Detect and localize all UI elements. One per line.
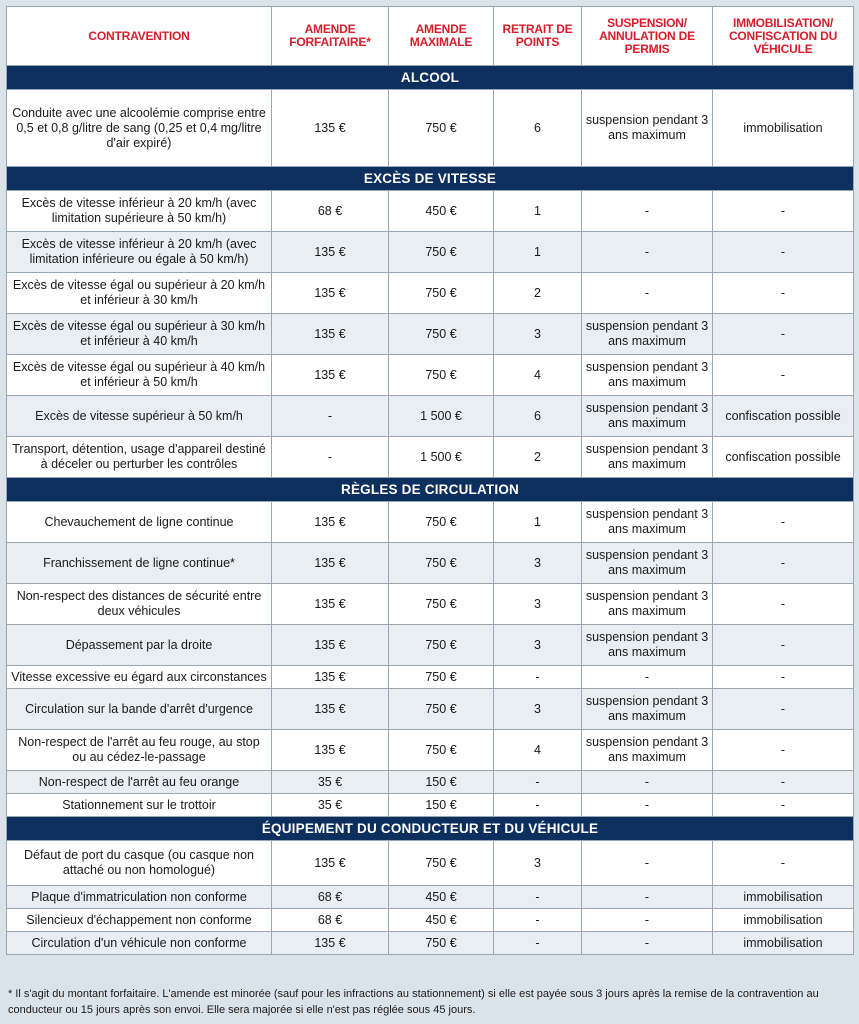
suspension-cell: -: [582, 666, 713, 689]
contravention-cell: Vitesse excessive eu égard aux circonstances: [7, 666, 272, 689]
retrait-points-cell: 6: [494, 90, 582, 167]
retrait-points-cell: -: [494, 666, 582, 689]
table-row: [7, 355, 854, 396]
suspension-cell: suspension pendant 3 ans maximum: [582, 625, 713, 666]
contravention-cell: Excès de vitesse inférieur à 20 km/h (avec limitation supérieure à 50 km/h): [7, 191, 272, 232]
immobilisation-cell: -: [713, 584, 854, 625]
immobilisation-cell: -: [713, 314, 854, 355]
amende-forfaitaire-cell: 135 €: [272, 689, 389, 730]
suspension-cell: -: [582, 232, 713, 273]
amende-maximale-cell: 450 €: [389, 886, 494, 909]
suspension-cell: -: [582, 909, 713, 932]
contravention-cell: Circulation sur la bande d'arrêt d'urgence: [7, 689, 272, 730]
table-header-row: [7, 7, 854, 66]
table-row: [7, 909, 854, 932]
table-row: [7, 841, 854, 886]
table-row: [7, 794, 854, 817]
amende-maximale-cell: 750 €: [389, 314, 494, 355]
amende-maximale-cell: 1 500 €: [389, 437, 494, 478]
retrait-points-cell: 6: [494, 396, 582, 437]
contravention-cell: Franchissement de ligne continue*: [7, 543, 272, 584]
table-row: [7, 666, 854, 689]
suspension-cell: suspension pendant 3 ans maximum: [582, 502, 713, 543]
amende-forfaitaire-cell: 135 €: [272, 502, 389, 543]
amende-forfaitaire-cell: 135 €: [272, 584, 389, 625]
amende-maximale-cell: 750 €: [389, 232, 494, 273]
retrait-points-cell: 3: [494, 689, 582, 730]
suspension-cell: suspension pendant 3 ans maximum: [582, 355, 713, 396]
header-amende-maximale: AMENDE MAXIMALE: [389, 7, 494, 66]
table-row: [7, 730, 854, 771]
contravention-cell: Conduite avec une alcoolémie comprise entre 0,5 et 0,8 g/litre de sang (0,25 et 0,4 mg/litre d'air expiré): [7, 90, 272, 167]
amende-maximale-cell: 750 €: [389, 584, 494, 625]
table-row: [7, 502, 854, 543]
suspension-cell: -: [582, 771, 713, 794]
section-title: ALCOOL: [7, 66, 854, 90]
retrait-points-cell: 4: [494, 355, 582, 396]
retrait-points-cell: 3: [494, 841, 582, 886]
fines-table: [6, 6, 854, 955]
amende-forfaitaire-cell: 135 €: [272, 273, 389, 314]
section-title: EXCÈS DE VITESSE: [7, 167, 854, 191]
amende-maximale-cell: 750 €: [389, 841, 494, 886]
immobilisation-cell: immobilisation: [713, 886, 854, 909]
suspension-cell: suspension pendant 3 ans maximum: [582, 314, 713, 355]
header-contravention: CONTRAVENTION: [7, 7, 272, 66]
amende-forfaitaire-cell: 135 €: [272, 841, 389, 886]
section-title: ÉQUIPEMENT DU CONDUCTEUR ET DU VÉHICULE: [7, 817, 854, 841]
header-suspension: SUSPENSION/ ANNULATION DE PERMIS: [582, 7, 713, 66]
amende-forfaitaire-cell: 35 €: [272, 794, 389, 817]
retrait-points-cell: 2: [494, 437, 582, 478]
amende-forfaitaire-cell: 135 €: [272, 625, 389, 666]
contravention-cell: Non-respect de l'arrêt au feu rouge, au stop ou au cédez-le-passage: [7, 730, 272, 771]
immobilisation-cell: -: [713, 543, 854, 584]
table-row: [7, 771, 854, 794]
suspension-cell: suspension pendant 3 ans maximum: [582, 689, 713, 730]
immobilisation-cell: -: [713, 232, 854, 273]
retrait-points-cell: 3: [494, 584, 582, 625]
amende-maximale-cell: 750 €: [389, 666, 494, 689]
retrait-points-cell: 3: [494, 314, 582, 355]
amende-maximale-cell: 750 €: [389, 543, 494, 584]
table-row: [7, 90, 854, 167]
suspension-cell: suspension pendant 3 ans maximum: [582, 396, 713, 437]
immobilisation-cell: immobilisation: [713, 909, 854, 932]
contravention-cell: Excès de vitesse inférieur à 20 km/h (avec limitation inférieure ou égale à 50 km/h): [7, 232, 272, 273]
immobilisation-cell: confiscation possible: [713, 437, 854, 478]
amende-maximale-cell: 150 €: [389, 794, 494, 817]
retrait-points-cell: 4: [494, 730, 582, 771]
suspension-cell: suspension pendant 3 ans maximum: [582, 90, 713, 167]
table-row: [7, 625, 854, 666]
suspension-cell: -: [582, 191, 713, 232]
amende-forfaitaire-cell: 135 €: [272, 666, 389, 689]
amende-forfaitaire-cell: -: [272, 437, 389, 478]
suspension-cell: -: [582, 273, 713, 314]
amende-maximale-cell: 150 €: [389, 771, 494, 794]
contravention-cell: Plaque d'immatriculation non conforme: [7, 886, 272, 909]
amende-forfaitaire-cell: 35 €: [272, 771, 389, 794]
amende-maximale-cell: 750 €: [389, 90, 494, 167]
amende-maximale-cell: 750 €: [389, 625, 494, 666]
table-row: [7, 886, 854, 909]
amende-maximale-cell: 750 €: [389, 689, 494, 730]
contravention-cell: Circulation d'un véhicule non conforme: [7, 932, 272, 955]
amende-forfaitaire-cell: 135 €: [272, 932, 389, 955]
immobilisation-cell: -: [713, 666, 854, 689]
amende-maximale-cell: 750 €: [389, 502, 494, 543]
suspension-cell: suspension pendant 3 ans maximum: [582, 584, 713, 625]
table-row: [7, 543, 854, 584]
amende-maximale-cell: 450 €: [389, 191, 494, 232]
retrait-points-cell: 3: [494, 543, 582, 584]
table-row: [7, 584, 854, 625]
immobilisation-cell: -: [713, 841, 854, 886]
amende-maximale-cell: 450 €: [389, 909, 494, 932]
immobilisation-cell: -: [713, 502, 854, 543]
amende-forfaitaire-cell: 135 €: [272, 314, 389, 355]
amende-forfaitaire-cell: 68 €: [272, 886, 389, 909]
amende-forfaitaire-cell: 68 €: [272, 909, 389, 932]
immobilisation-cell: -: [713, 689, 854, 730]
contravention-cell: Non-respect des distances de sécurité entre deux véhicules: [7, 584, 272, 625]
amende-maximale-cell: 750 €: [389, 273, 494, 314]
immobilisation-cell: confiscation possible: [713, 396, 854, 437]
amende-maximale-cell: 750 €: [389, 730, 494, 771]
footnote: * Il s'agit du montant forfaitaire. L'amende est minorée (sauf pour les infractions au stationnement) si elle est payée sous 3 jours après la remise de la contravention au conducteur ou 15 jours après son envoi. Elle sera majorée si elle n'est pas réglée sous 45 jours.: [8, 988, 819, 1016]
immobilisation-cell: -: [713, 273, 854, 314]
immobilisation-cell: -: [713, 794, 854, 817]
suspension-cell: -: [582, 794, 713, 817]
amende-forfaitaire-cell: 135 €: [272, 730, 389, 771]
amende-maximale-cell: 750 €: [389, 355, 494, 396]
retrait-points-cell: -: [494, 932, 582, 955]
table-row: [7, 232, 854, 273]
amende-forfaitaire-cell: 135 €: [272, 90, 389, 167]
immobilisation-cell: -: [713, 191, 854, 232]
table-row: [7, 932, 854, 955]
table-row: [7, 191, 854, 232]
retrait-points-cell: -: [494, 886, 582, 909]
amende-forfaitaire-cell: 135 €: [272, 232, 389, 273]
suspension-cell: suspension pendant 3 ans maximum: [582, 730, 713, 771]
contravention-cell: Transport, détention, usage d'appareil destiné à déceler ou perturber les contrôles: [7, 437, 272, 478]
retrait-points-cell: 2: [494, 273, 582, 314]
immobilisation-cell: immobilisation: [713, 90, 854, 167]
retrait-points-cell: 3: [494, 625, 582, 666]
section-row: [7, 167, 854, 191]
amende-forfaitaire-cell: 135 €: [272, 543, 389, 584]
suspension-cell: -: [582, 886, 713, 909]
header-immobilisation: IMMOBILISATION/ CONFISCATION DU VÉHICULE: [713, 7, 854, 66]
contravention-cell: Dépassement par la droite: [7, 625, 272, 666]
retrait-points-cell: -: [494, 909, 582, 932]
immobilisation-cell: -: [713, 730, 854, 771]
contravention-cell: Chevauchement de ligne continue: [7, 502, 272, 543]
contravention-cell: Stationnement sur le trottoir: [7, 794, 272, 817]
retrait-points-cell: -: [494, 771, 582, 794]
header-amende-forfaitaire: AMENDE FORFAITAIRE*: [272, 7, 389, 66]
contravention-cell: Non-respect de l'arrêt au feu orange: [7, 771, 272, 794]
table-row: [7, 273, 854, 314]
section-row: [7, 817, 854, 841]
amende-maximale-cell: 750 €: [389, 932, 494, 955]
section-row: [7, 66, 854, 90]
header-retrait-points: RETRAIT DE POINTS: [494, 7, 582, 66]
retrait-points-cell: 1: [494, 232, 582, 273]
contravention-cell: Excès de vitesse égal ou supérieur à 30 km/h et inférieur à 40 km/h: [7, 314, 272, 355]
contravention-cell: Excès de vitesse égal ou supérieur à 20 km/h et inférieur à 30 km/h: [7, 273, 272, 314]
amende-forfaitaire-cell: 68 €: [272, 191, 389, 232]
suspension-cell: -: [582, 841, 713, 886]
contravention-cell: Excès de vitesse égal ou supérieur à 40 km/h et inférieur à 50 km/h: [7, 355, 272, 396]
section-title: RÈGLES DE CIRCULATION: [7, 478, 854, 502]
immobilisation-cell: -: [713, 355, 854, 396]
suspension-cell: suspension pendant 3 ans maximum: [582, 543, 713, 584]
table-row: [7, 314, 854, 355]
immobilisation-cell: immobilisation: [713, 932, 854, 955]
table-row: [7, 689, 854, 730]
retrait-points-cell: 1: [494, 191, 582, 232]
amende-maximale-cell: 1 500 €: [389, 396, 494, 437]
contravention-cell: Défaut de port du casque (ou casque non attaché ou non homologué): [7, 841, 272, 886]
suspension-cell: suspension pendant 3 ans maximum: [582, 437, 713, 478]
table-row: [7, 396, 854, 437]
table-row: [7, 437, 854, 478]
immobilisation-cell: -: [713, 625, 854, 666]
suspension-cell: -: [582, 932, 713, 955]
contravention-cell: Excès de vitesse supérieur à 50 km/h: [7, 396, 272, 437]
contravention-cell: Silencieux d'échappement non conforme: [7, 909, 272, 932]
section-row: [7, 478, 854, 502]
amende-forfaitaire-cell: -: [272, 396, 389, 437]
amende-forfaitaire-cell: 135 €: [272, 355, 389, 396]
retrait-points-cell: -: [494, 794, 582, 817]
table-body: [7, 66, 854, 955]
immobilisation-cell: -: [713, 771, 854, 794]
retrait-points-cell: 1: [494, 502, 582, 543]
